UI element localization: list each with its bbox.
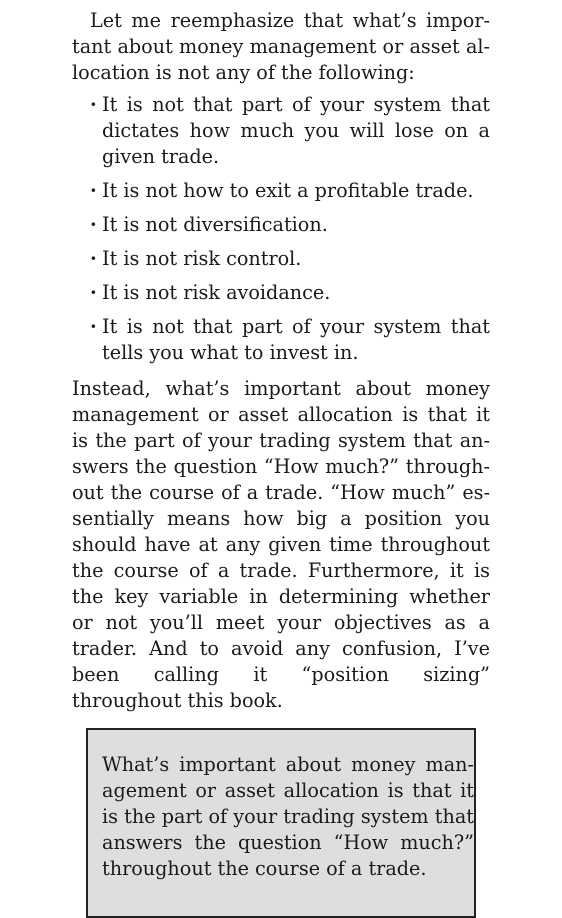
bullet-item: · It is not that part of your system that tells you what to invest in. [90,314,490,366]
callout-box [86,728,476,918]
bullet-item: · It is not risk avoidance. [90,280,490,306]
bullet-item: · It is not how to exit a profitable trade. [90,178,490,204]
bullet-list [90,92,490,366]
bullet-item: · It is not risk control. [90,246,490,272]
bullet-item: · It is not that part of your system that dictates how much you will lose on a given trade. [90,92,490,170]
page-content [72,8,490,714]
intro-paragraph: Let me reemphasize that what’s important about money management or asset allocation is not any of the following: [72,9,490,84]
bullet-item: · It is not diversification. [90,212,490,238]
callout-text: What’s important about money management or asset allocation is that it is the part of your trading system that answers the question “How much?” throughout the course of a trade. [102,753,474,880]
main-paragraph: Instead, what’s important about money management or asset allocation is that it is the part of your trading system that answers the question “How much?” throughout the course of a trade. “How much” essentially means how big a position you should have at any given time throughout the course of a trade. Furthermore, it is the key variable in determining whether or not you’ll meet your objectives as a trader. And to avoid any confusion, I’ve been calling it “position sizing” throughout this book. [72,377,490,712]
